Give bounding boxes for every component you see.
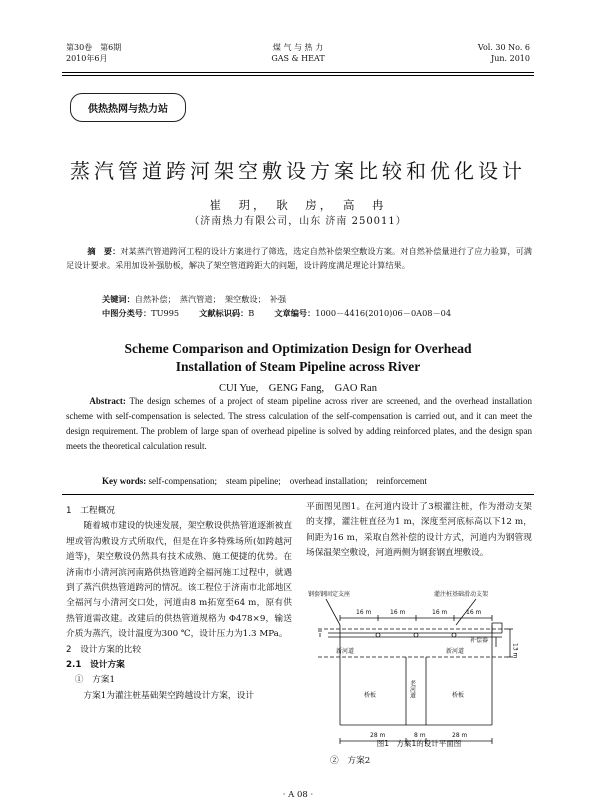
heading-1: 1 工程概况 xyxy=(66,506,115,516)
fig-dim-8: 8 m xyxy=(414,732,426,739)
body-left-column xyxy=(66,504,292,704)
fig-dim-16: 16 m xyxy=(432,609,448,616)
abstract-en xyxy=(66,394,532,454)
affiliation-cn: （济南热力有限公司，山东 济南 250011） xyxy=(189,216,407,227)
body-right-column xyxy=(306,500,532,562)
paragraph: 随着城市建设的快速发展，架空敷设供热管道逐渐被直埋或管沟敷设方式所取代，但是在许多特殊场所(如跨越河道等)，架空敷设仍然具有技术成熟、施工便捷的优势。在济南市小清河滨河南路供热管道跨全福河施工过程中，就遇到了蒸汽供热管道跨河的情况。该工程位于济南市北部地区全福河与小清河交口处，河道由8 m拓宽至64 m，原有供热管道需改建。改建后的供热管道规格为 Φ478×9，输送介质为蒸汽，设计温度为300 ℃，设计压力为1.3 MPa。 xyxy=(66,521,292,640)
journal-name: 煤 气 与 热 力 GAS & HEAT xyxy=(271,43,325,63)
abstract-en-label: Abstract: xyxy=(89,396,126,406)
abstract-en-text: The design schemes of a project of steam pipeline across river are screened, and the overhead installation scheme with self-compensation is selected. The stress calculation of the self-compensation is carried out, and it can meet the design requirement. The problem of large span of overhead pipeline is solved by adding reinforced plates, and the design span meets the theoretical calculation result. xyxy=(66,396,532,451)
header-rule xyxy=(62,72,534,73)
fig-dim-28: 28 m xyxy=(452,732,468,739)
fig-old-river: 老河道 xyxy=(408,680,416,698)
fig-dim-16: 16 m xyxy=(356,609,372,616)
abstract-cn-label: 摘 要： xyxy=(87,246,121,256)
class-no: 中图分类号：TU995 xyxy=(102,308,180,318)
fig-label-sliding-support: 灌注桩基础滑动支架 xyxy=(434,591,489,598)
paragraph: 平面图见图1。在河道内设计了3根灌注桩，作为滑动支架的支撑，灌注桩直径为1 m，深度至河底标高以下12 m，间距为16 m，采取自然补偿的设计方式，河道内为钢管现场保温架空敷设，河道两侧为钢套钢直埋敷设。 xyxy=(306,502,532,559)
fig-dim-13: 13 m xyxy=(511,643,519,659)
heading-2: 2 设计方案的比较 xyxy=(66,644,142,655)
journal-volume-en: Vol. 30 No. 6 Jun. 2010 xyxy=(477,43,530,63)
header-rule-thin xyxy=(62,75,534,76)
fig-new-river: 新河道 xyxy=(336,648,355,655)
keywords-en xyxy=(102,474,427,487)
keywords-cn xyxy=(102,293,286,305)
figure-1-plan xyxy=(306,585,532,760)
paragraph: 方案1为灌注桩基础架空跨越设计方案，设计 xyxy=(83,690,254,701)
fig-bridge: 桥板 xyxy=(364,692,377,699)
fig-dim-16: 16 m xyxy=(390,609,406,616)
fig-dim-28: 28 m xyxy=(370,732,386,739)
fig-compensator: 补偿器 xyxy=(470,637,489,644)
heading-2-1: 2.1 设计方案 xyxy=(66,660,125,671)
page-number: · A 08 · xyxy=(282,790,314,800)
authors-cn: 崔 玥， 耿 房， 高 冉 xyxy=(209,198,387,212)
keywords-en-text: self-compensation; steam pipeline; overhead installation; reinforcement xyxy=(148,476,427,486)
classification-line xyxy=(102,307,451,319)
section-tag: 供热热网与热力站 xyxy=(70,93,186,122)
fig-dim-16: 16 m xyxy=(466,609,482,616)
fig-new-river: 新河道 xyxy=(446,648,465,655)
journal-volume: 第30卷 第6期 2010年6月 xyxy=(66,43,122,63)
keywords-cn-label: 关键词： xyxy=(102,294,135,304)
abstract-cn xyxy=(66,244,532,272)
title-cn: 蒸汽管道跨河架空敷设方案比较和优化设计 xyxy=(70,159,526,183)
keywords-en-label: Key words: xyxy=(102,476,147,486)
doc-code: 文献标识码：B xyxy=(199,308,255,318)
figure-1-caption: 图1 方案1的设计平面图 xyxy=(376,739,462,748)
keywords-cn-text: 自然补偿； 蒸汽管道； 架空敷设； 补强 xyxy=(134,294,287,304)
divider-rule xyxy=(62,494,534,495)
subheading-scheme-1: ① 方案1 xyxy=(74,675,115,686)
fig-label-fixed-support: 钢套钢固定支座 xyxy=(308,591,351,598)
authors-en: CUI Yue, GENG Fang, GAO Ran xyxy=(219,383,377,394)
subheading-scheme-2: ② 方案2 xyxy=(330,756,371,766)
article-no: 文章编号：1000－4416(2010)06－0A08－04 xyxy=(274,308,452,318)
title-en: Scheme Comparison and Optimization Design for Overhead Installation of Steam Pipeline across River xyxy=(124,341,472,374)
abstract-cn-text: 对某蒸汽管道跨河工程的设计方案进行了筛选，选定自然补偿架空敷设方案。对自然补偿量进行了应力验算，可满足设计要求。采用加设补强肋板，解决了架空管道跨距大的问题，设计跨度满足理论计算结果。 xyxy=(66,246,532,270)
fig-bridge: 桥板 xyxy=(452,692,465,699)
